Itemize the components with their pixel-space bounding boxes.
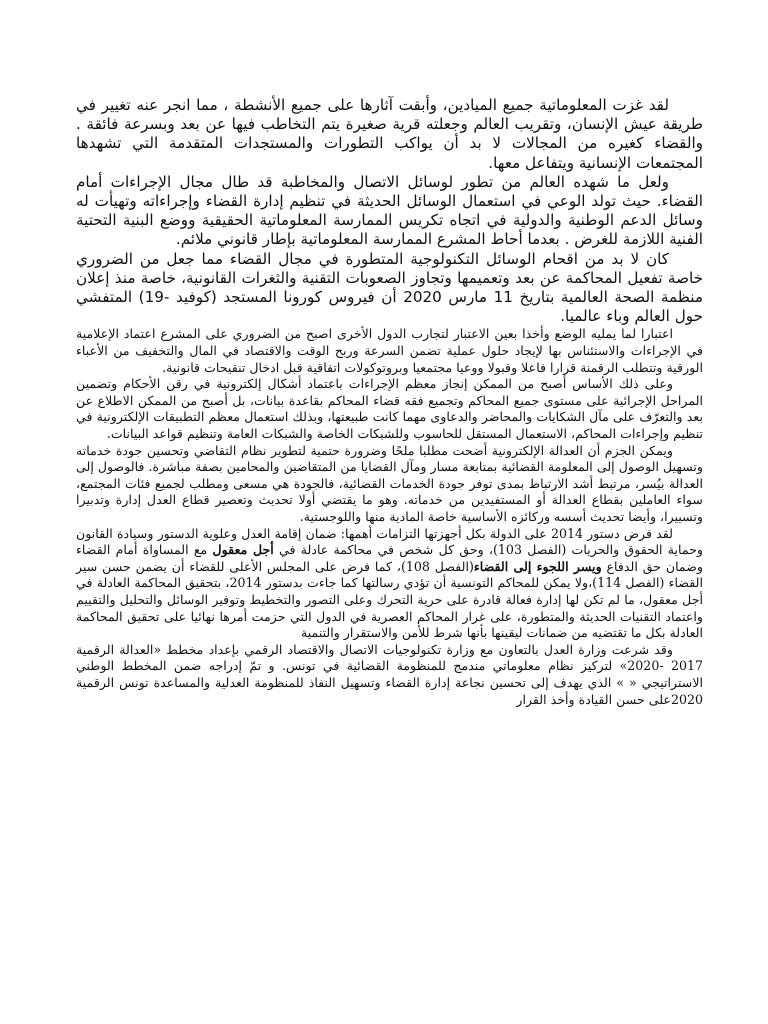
paragraph-5: وعلى ذلك الأساس أصبح من الممكن إنجاز معظم الإجراءات باعتماد أشكال إلكترونية في رقن الأحكام وتضمين المراحل الإجرائية على مستوى جميع المحاكم وتجميع فقه قضاء المحاكم بقاعدة بيانات، بل أصبح من الممكن الاطلاع عن بعد والتعرّف على مآل الشكايات والمحاضر والدعاوى مهما كانت طبيعتها، وبذلك استعمال معظم التطبيقات الإلكترونية في تنظيم وإجراءات المحاكم، الاستعمال المستقل للحاسوب وللشبكات الخاصة والشبكات العامة وتنظيم قواعد البيانات.	[76, 376, 703, 441]
paragraph-6: ويمكن الجزم أن العدالة الإلكترونية أضحت مطلبا ملحًا وضرورة حتمية لتطوير نظام التقاضي وتحسين جودة خدماته وتسهيل الوصول إلى المعلومة القضائية بمتابعة مسار ومآل القضايا من المتقاضين والمحامين بصفة مباشرة. فالوصول إلى العدالة بيُسر، مرتبط أشد الارتباط بمدى توفر جودة الخدمات القضائية، فالجودة هي مسعى ومطلب لجميع فئات المجتمع، سواء العاملين بقطاع العدالة أو المستفيدين من خدماته. وهو ما يقتضي أولا تحديث وتعصير قطاع العدل إدارة وتدبيرا وتسييرا، وأيضا تحديث أسسه وركائزه الأساسية خاصة المادية منها واللوجستية.	[76, 442, 703, 524]
paragraph-7: لقد فرض دستور 2014 على الدولة بكل أجهزتها التزامات أهمها: ضمان إقامة العدل وعلوية الدستور وسيادة القانون وحماية الحقوق والحريات (الفصل 103)، وحق كل شخص في محاكمة عادلة في أجل معقول مع المساواة أمام القضاء وضمان حق الدفاع ويسر اللجوء إلى القضاء(الفصل 108)، كما فرض على المجلس الأعلى للقضاء أن يضمن حسن سير القضاء (الفصل 114)،ولا يمكن للمحاكم التونسية أن تؤدي رسالتها كما جاءت بدستور 2014، بتحقيق المحاكمة العادلة في أجل معقول، ما لم تكن لها إدارة فعالة قادرة على حرية التحرك وعلى التصور والتخطيط وتوفير الوسائل والتحليل والتقييم واعتماد التقنيات الحديثة والمتطورة، على غرار المحاكم العصرية في الدول التي حزمت أمرها نهائيا على تحقيق المحاكمة العادلة بكل ما تقتضيه من ضمانات ليقينها بأنها شرط للأمن والاستقرار والتنمية	[76, 525, 704, 641]
document-page	[76, 96, 703, 708]
paragraph-3: كان لا بد من اقحام الوسائل التكنولوجية المتطورة في مجال القضاء مما جعل من الضروري خاصة تفعيل المحاكمة عن بعد وتعميمها وتجاوز الصعوبات التقنية والثغرات القانونية، خاصة منذ إعلان منظمة الصحة العالمية بتاريخ 11 مارس 2020 أن فيروس كورونا المستجد (كوفيد -19) المتفشي حول العالم وباء عالميا.	[76, 249, 703, 326]
paragraph-2: ولعل ما شهده العالم من تطور لوسائل الاتصال والمخاطبة قد طال مجال الإجراءات أمام القضاء. حيث تولد الوعي في استعمال الوسائل الحديثة في تنظيم إدارة القضاء وإجراءاته وتهيأت له وسائل الدعم الوطنية والدولية في اتجاه تكريس الممارسة المعلوماتية الحقيقية ووضع البنية التحتية الفنية اللازمة للغرض . بعدما أحاط المشرع الممارسة المعلوماتية بإطار قانوني ملائم.	[76, 172, 703, 249]
paragraph-4: اعتبارا لما يمليه الوضع وأخذا بعين الاعتبار لتجارب الدول الأخرى اصبح من الضروري على المشرع اعتماد الإعلامية في الإجراءات والاستئناس بها لإيجاد حلول عملية تضمن السرعة وربح الوقت والاقتصاد في المال والتخفيف من الأعباء الورقية وتتطلب الرقمنة قرارا فاعلا وقبولا ووعيا مجتمعيا وبروتوكولات اتفاقية قبل ادخال تنقيحات قانونية.	[76, 326, 703, 375]
paragraph-1: لقد غزت المعلوماتية جميع الميادين، وأبقت آثارها على جميع الأنشطة ، مما انجر عنه تغيير في طريقة عيش الإنسان، وتقريب العالم وجعلته قرية صغيرة يتم التخاطب فيها عن بعد وبسرعة فائقة . والقضاء كغيره من المجالات لا بد أن يواكب التطورات والمستجدات المتقدمة التي تشهدها المجتمعات الإنسانية ويتفاعل معها.	[76, 96, 703, 172]
paragraph-8: وقد شرعت وزارة العدل بالتعاون مع وزارة تكنولوجيات الاتصال والاقتصاد الرقمي بإعداد مخطط «العدالة الرقمية 2017 -2020» لتركيز نظام معلوماتي مندمج للمنظومة القضائية في تونس. و تمّ إدراجه ضمن المخطط الوطني الاستراتيجي « » الذي يهدف إلى تحسين نجاعة إدارة القضاء وتسهيل النفاذ للمنظومة العدلية والمساعدة تونس الرقمية 2020على حسن القيادة وأخذ القرار	[76, 641, 703, 707]
